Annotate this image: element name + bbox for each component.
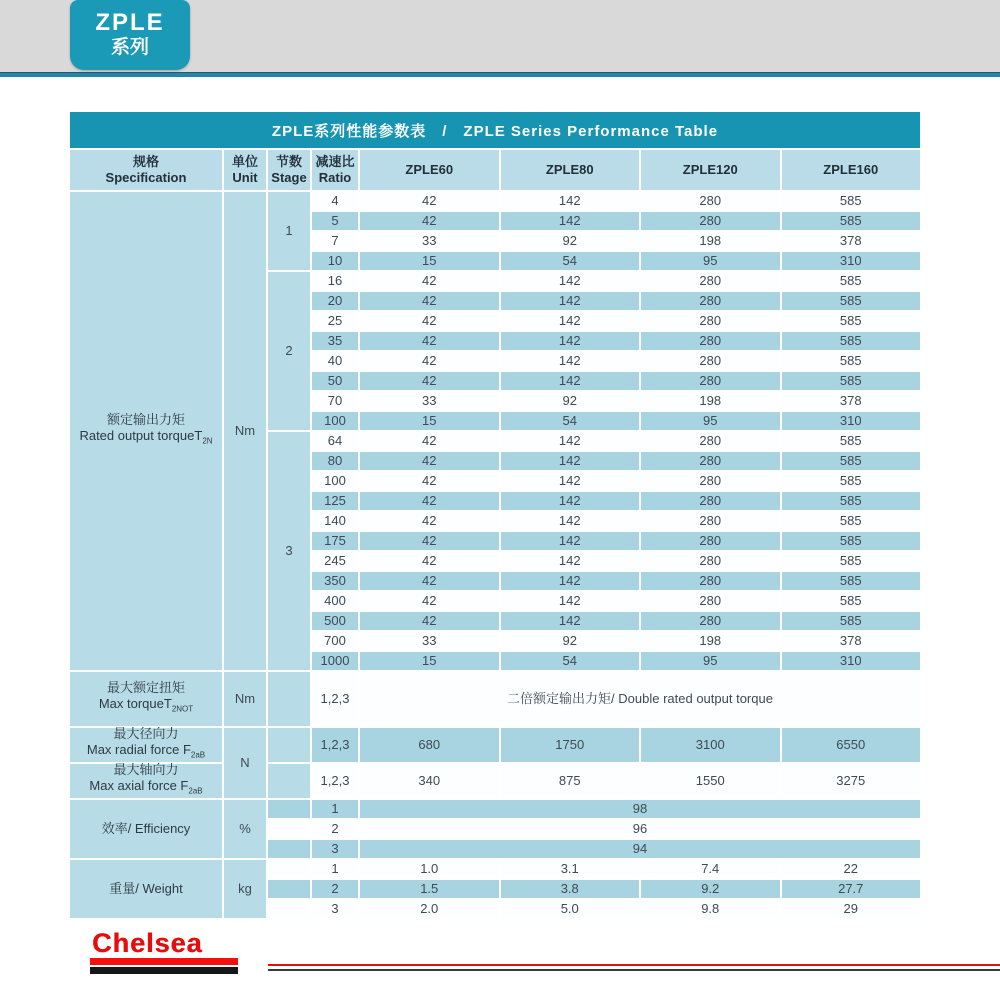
ratio-cell: 4 — [312, 192, 358, 210]
torque-value-ZPLE60: 33 — [360, 232, 499, 250]
radial-value-ZPLE160: 6550 — [782, 728, 921, 762]
performance-table-section — [70, 112, 920, 918]
col-header-stage-en: Stage — [271, 170, 307, 185]
spec-radial-force-en: Max radial force $F_{2aB}$ — [86, 742, 206, 760]
torque-value-ZPLE80: 54 — [501, 412, 640, 430]
stage-cell-1: 1 — [268, 192, 310, 270]
ratio-cell: 1,2,3 — [312, 764, 358, 798]
torque-value-ZPLE120: 280 — [641, 352, 780, 370]
torque-value-ZPLE120: 280 — [641, 552, 780, 570]
ratio-cell: 64 — [312, 432, 358, 450]
stage-cell-empty — [268, 840, 310, 858]
torque-value-ZPLE160: 378 — [782, 632, 921, 650]
torque-value-ZPLE60: 42 — [360, 352, 499, 370]
ratio-cell: 500 — [312, 612, 358, 630]
torque-value-ZPLE60: 42 — [360, 512, 499, 530]
torque-value-ZPLE80: 142 — [501, 292, 640, 310]
torque-value-ZPLE80: 142 — [501, 312, 640, 330]
radial-value-ZPLE120: 3100 — [641, 728, 780, 762]
torque-value-ZPLE120: 280 — [641, 192, 780, 210]
torque-value-ZPLE80: 142 — [501, 212, 640, 230]
torque-value-ZPLE160: 585 — [782, 452, 921, 470]
col-header-ratio — [312, 150, 358, 190]
torque-value-ZPLE160: 310 — [782, 412, 921, 430]
unit-rated-torque: Nm — [224, 192, 266, 670]
torque-value-ZPLE80: 142 — [501, 572, 640, 590]
torque-value-ZPLE60: 42 — [360, 612, 499, 630]
torque-value-ZPLE120: 280 — [641, 312, 780, 330]
torque-value-ZPLE120: 280 — [641, 452, 780, 470]
col-header-zple160: ZPLE160 — [782, 150, 921, 190]
stage-cell-empty — [268, 860, 310, 878]
ratio-cell: 350 — [312, 572, 358, 590]
spec-axial-force — [70, 764, 222, 798]
torque-value-ZPLE60: 42 — [360, 292, 499, 310]
torque-value-ZPLE160: 585 — [782, 472, 921, 490]
weight-value-ZPLE120: 9.8 — [641, 900, 780, 918]
spec-efficiency: 效率/ Efficiency — [70, 800, 222, 858]
torque-value-ZPLE80: 92 — [501, 632, 640, 650]
torque-value-ZPLE80: 54 — [501, 252, 640, 270]
ratio-cell: 70 — [312, 392, 358, 410]
spec-max-torque-zh: 最大额定扭矩 — [106, 680, 185, 696]
spec-radial-force-zh: 最大径向力 — [113, 726, 179, 742]
efficiency-value: 98 — [360, 800, 920, 818]
unit-max-torque: Nm — [224, 672, 266, 726]
radial-value-ZPLE60: 680 — [360, 728, 499, 762]
torque-value-ZPLE60: 15 — [360, 252, 499, 270]
torque-value-ZPLE60: 33 — [360, 632, 499, 650]
torque-value-ZPLE120: 198 — [641, 232, 780, 250]
axial-value-ZPLE60: 340 — [360, 764, 499, 798]
spec-axial-force-zh: 最大轴向力 — [113, 762, 179, 778]
torque-value-ZPLE160: 310 — [782, 652, 921, 670]
torque-value-ZPLE60: 42 — [360, 212, 499, 230]
ratio-cell: 1000 — [312, 652, 358, 670]
col-header-ratio-en: Ratio — [318, 170, 352, 185]
stage-cell-3: 3 — [268, 432, 310, 670]
torque-value-ZPLE120: 280 — [641, 212, 780, 230]
torque-value-ZPLE120: 280 — [641, 532, 780, 550]
stage-cell-empty — [268, 880, 310, 898]
stage-cell-empty — [268, 820, 310, 838]
banner-divider — [0, 72, 1000, 77]
series-tab — [70, 0, 190, 70]
torque-value-ZPLE80: 142 — [501, 472, 640, 490]
stage-cell-empty — [268, 728, 310, 762]
ratio-cell: 400 — [312, 592, 358, 610]
torque-value-ZPLE60: 42 — [360, 532, 499, 550]
torque-value-ZPLE160: 585 — [782, 352, 921, 370]
spec-max-torque — [70, 672, 222, 726]
torque-value-ZPLE160: 378 — [782, 232, 921, 250]
torque-value-ZPLE80: 54 — [501, 652, 640, 670]
ratio-cell: 7 — [312, 232, 358, 250]
ratio-cell: 1,2,3 — [312, 728, 358, 762]
torque-value-ZPLE60: 42 — [360, 432, 499, 450]
torque-value-ZPLE120: 280 — [641, 372, 780, 390]
col-header-stage-zh: 节数 — [275, 154, 302, 169]
unit-efficiency: % — [224, 800, 266, 858]
torque-value-ZPLE80: 142 — [501, 512, 640, 530]
weight-value-ZPLE160: 29 — [782, 900, 921, 918]
table-title: ZPLE系列性能参数表 / ZPLE Series Performance Table — [70, 112, 920, 148]
torque-value-ZPLE160: 378 — [782, 392, 921, 410]
torque-value-ZPLE60: 15 — [360, 412, 499, 430]
weight-value-ZPLE80: 3.1 — [501, 860, 640, 878]
torque-value-ZPLE60: 42 — [360, 592, 499, 610]
series-tab-line1: ZPLE — [95, 9, 165, 36]
axial-value-ZPLE120: 1550 — [641, 764, 780, 798]
ratio-cell: 245 — [312, 552, 358, 570]
max-torque-value: 二倍额定输出力矩/ Double rated output torque — [360, 672, 920, 726]
stage-cell-empty — [268, 672, 310, 726]
torque-value-ZPLE160: 585 — [782, 592, 921, 610]
ratio-cell: 50 — [312, 372, 358, 390]
spec-axial-force-en: Max axial force $F_{2aB}$ — [89, 778, 203, 796]
radial-value-ZPLE80: 1750 — [501, 728, 640, 762]
torque-value-ZPLE120: 198 — [641, 632, 780, 650]
torque-value-ZPLE80: 142 — [501, 192, 640, 210]
torque-value-ZPLE160: 585 — [782, 512, 921, 530]
torque-value-ZPLE120: 280 — [641, 432, 780, 450]
stage-cell-empty — [268, 900, 310, 918]
torque-value-ZPLE120: 280 — [641, 592, 780, 610]
ratio-cell: 1 — [312, 800, 358, 818]
spec-weight: 重量/ Weight — [70, 860, 222, 918]
spec-max-torque-en: Max torqueT$_{2NOT}$ — [98, 696, 194, 714]
torque-value-ZPLE80: 142 — [501, 332, 640, 350]
ratio-cell: 100 — [312, 472, 358, 490]
col-header-unit — [224, 150, 266, 190]
torque-value-ZPLE160: 585 — [782, 292, 921, 310]
col-header-zple120: ZPLE120 — [641, 150, 780, 190]
col-header-zple80: ZPLE80 — [501, 150, 640, 190]
stage-cell-2: 2 — [268, 272, 310, 430]
torque-value-ZPLE160: 585 — [782, 332, 921, 350]
ratio-cell: 175 — [312, 532, 358, 550]
torque-value-ZPLE120: 280 — [641, 492, 780, 510]
spec-rated-torque — [70, 192, 222, 670]
weight-value-ZPLE60: 1.0 — [360, 860, 499, 878]
spec-rated-torque-en: Rated output torqueT$_{2N}$ — [79, 428, 213, 446]
torque-value-ZPLE120: 95 — [641, 412, 780, 430]
col-header-unit-en: Unit — [232, 170, 258, 185]
spec-rated-torque-zh: 额定输出力矩 — [106, 412, 185, 428]
torque-value-ZPLE160: 585 — [782, 372, 921, 390]
torque-value-ZPLE60: 15 — [360, 652, 499, 670]
torque-value-ZPLE160: 585 — [782, 272, 921, 290]
logo-black-bar — [90, 967, 238, 974]
ratio-cell: 35 — [312, 332, 358, 350]
col-header-unit-zh: 单位 — [231, 154, 258, 169]
torque-value-ZPLE160: 310 — [782, 252, 921, 270]
torque-value-ZPLE160: 585 — [782, 532, 921, 550]
torque-value-ZPLE80: 142 — [501, 552, 640, 570]
torque-value-ZPLE60: 42 — [360, 472, 499, 490]
torque-value-ZPLE60: 42 — [360, 372, 499, 390]
weight-value-ZPLE120: 7.4 — [641, 860, 780, 878]
unit-force: N — [224, 728, 266, 798]
ratio-cell: 2 — [312, 880, 358, 898]
torque-value-ZPLE160: 585 — [782, 552, 921, 570]
stage-cell-empty — [268, 764, 310, 798]
torque-value-ZPLE60: 42 — [360, 552, 499, 570]
torque-value-ZPLE80: 142 — [501, 532, 640, 550]
torque-value-ZPLE120: 280 — [641, 272, 780, 290]
ratio-cell: 140 — [312, 512, 358, 530]
torque-value-ZPLE160: 585 — [782, 612, 921, 630]
axial-value-ZPLE160: 3275 — [782, 764, 921, 798]
axial-value-ZPLE80: 875 — [501, 764, 640, 798]
torque-value-ZPLE80: 142 — [501, 612, 640, 630]
ratio-cell: 125 — [312, 492, 358, 510]
col-header-spec — [70, 150, 222, 190]
ratio-cell: 10 — [312, 252, 358, 270]
torque-value-ZPLE60: 33 — [360, 392, 499, 410]
chelsea-logo: Chelsea — [92, 928, 203, 958]
torque-value-ZPLE120: 280 — [641, 512, 780, 530]
logo-red-bar — [90, 958, 238, 965]
torque-value-ZPLE60: 42 — [360, 272, 499, 290]
stage-cell-empty — [268, 800, 310, 818]
torque-value-ZPLE120: 280 — [641, 572, 780, 590]
torque-value-ZPLE160: 585 — [782, 192, 921, 210]
ratio-cell: 100 — [312, 412, 358, 430]
torque-value-ZPLE120: 95 — [641, 252, 780, 270]
torque-value-ZPLE80: 142 — [501, 452, 640, 470]
torque-value-ZPLE60: 42 — [360, 492, 499, 510]
series-tab-line2: 系列 — [110, 37, 149, 58]
torque-value-ZPLE60: 42 — [360, 452, 499, 470]
weight-value-ZPLE80: 5.0 — [501, 900, 640, 918]
col-header-spec-en: Specification — [105, 170, 187, 185]
torque-value-ZPLE160: 585 — [782, 212, 921, 230]
torque-value-ZPLE160: 585 — [782, 432, 921, 450]
ratio-cell: 2 — [312, 820, 358, 838]
spec-radial-force — [70, 728, 222, 762]
weight-value-ZPLE160: 27.7 — [782, 880, 921, 898]
torque-value-ZPLE80: 142 — [501, 272, 640, 290]
ratio-cell: 80 — [312, 452, 358, 470]
torque-value-ZPLE80: 92 — [501, 232, 640, 250]
unit-weight: kg — [224, 860, 266, 918]
torque-value-ZPLE120: 280 — [641, 332, 780, 350]
col-header-ratio-zh: 减速比 — [315, 154, 355, 169]
footer-red-line — [268, 964, 1000, 966]
efficiency-value: 96 — [360, 820, 920, 838]
torque-value-ZPLE80: 142 — [501, 592, 640, 610]
weight-value-ZPLE160: 22 — [782, 860, 921, 878]
weight-value-ZPLE120: 9.2 — [641, 880, 780, 898]
ratio-cell: 700 — [312, 632, 358, 650]
footer-black-line — [268, 969, 1000, 971]
torque-value-ZPLE160: 585 — [782, 312, 921, 330]
ratio-cell: 1,2,3 — [312, 672, 358, 726]
ratio-cell: 40 — [312, 352, 358, 370]
torque-value-ZPLE120: 280 — [641, 612, 780, 630]
ratio-cell: 20 — [312, 292, 358, 310]
weight-value-ZPLE60: 2.0 — [360, 900, 499, 918]
ratio-cell: 3 — [312, 840, 358, 858]
torque-value-ZPLE60: 42 — [360, 572, 499, 590]
torque-value-ZPLE120: 280 — [641, 292, 780, 310]
performance-table — [70, 150, 920, 918]
torque-value-ZPLE120: 95 — [641, 652, 780, 670]
torque-value-ZPLE80: 142 — [501, 492, 640, 510]
torque-value-ZPLE80: 92 — [501, 392, 640, 410]
torque-value-ZPLE120: 198 — [641, 392, 780, 410]
weight-value-ZPLE60: 1.5 — [360, 880, 499, 898]
ratio-cell: 16 — [312, 272, 358, 290]
torque-value-ZPLE60: 42 — [360, 312, 499, 330]
weight-value-ZPLE80: 3.8 — [501, 880, 640, 898]
ratio-cell: 25 — [312, 312, 358, 330]
torque-value-ZPLE80: 142 — [501, 372, 640, 390]
torque-value-ZPLE60: 42 — [360, 332, 499, 350]
torque-value-ZPLE120: 280 — [641, 472, 780, 490]
col-header-zple60: ZPLE60 — [360, 150, 499, 190]
torque-value-ZPLE80: 142 — [501, 352, 640, 370]
torque-value-ZPLE60: 42 — [360, 192, 499, 210]
torque-value-ZPLE160: 585 — [782, 492, 921, 510]
torque-value-ZPLE160: 585 — [782, 572, 921, 590]
col-header-spec-zh: 规格 — [132, 154, 159, 169]
ratio-cell: 3 — [312, 900, 358, 918]
efficiency-value: 94 — [360, 840, 920, 858]
ratio-cell: 1 — [312, 860, 358, 878]
col-header-stage — [268, 150, 310, 190]
torque-value-ZPLE80: 142 — [501, 432, 640, 450]
ratio-cell: 5 — [312, 212, 358, 230]
